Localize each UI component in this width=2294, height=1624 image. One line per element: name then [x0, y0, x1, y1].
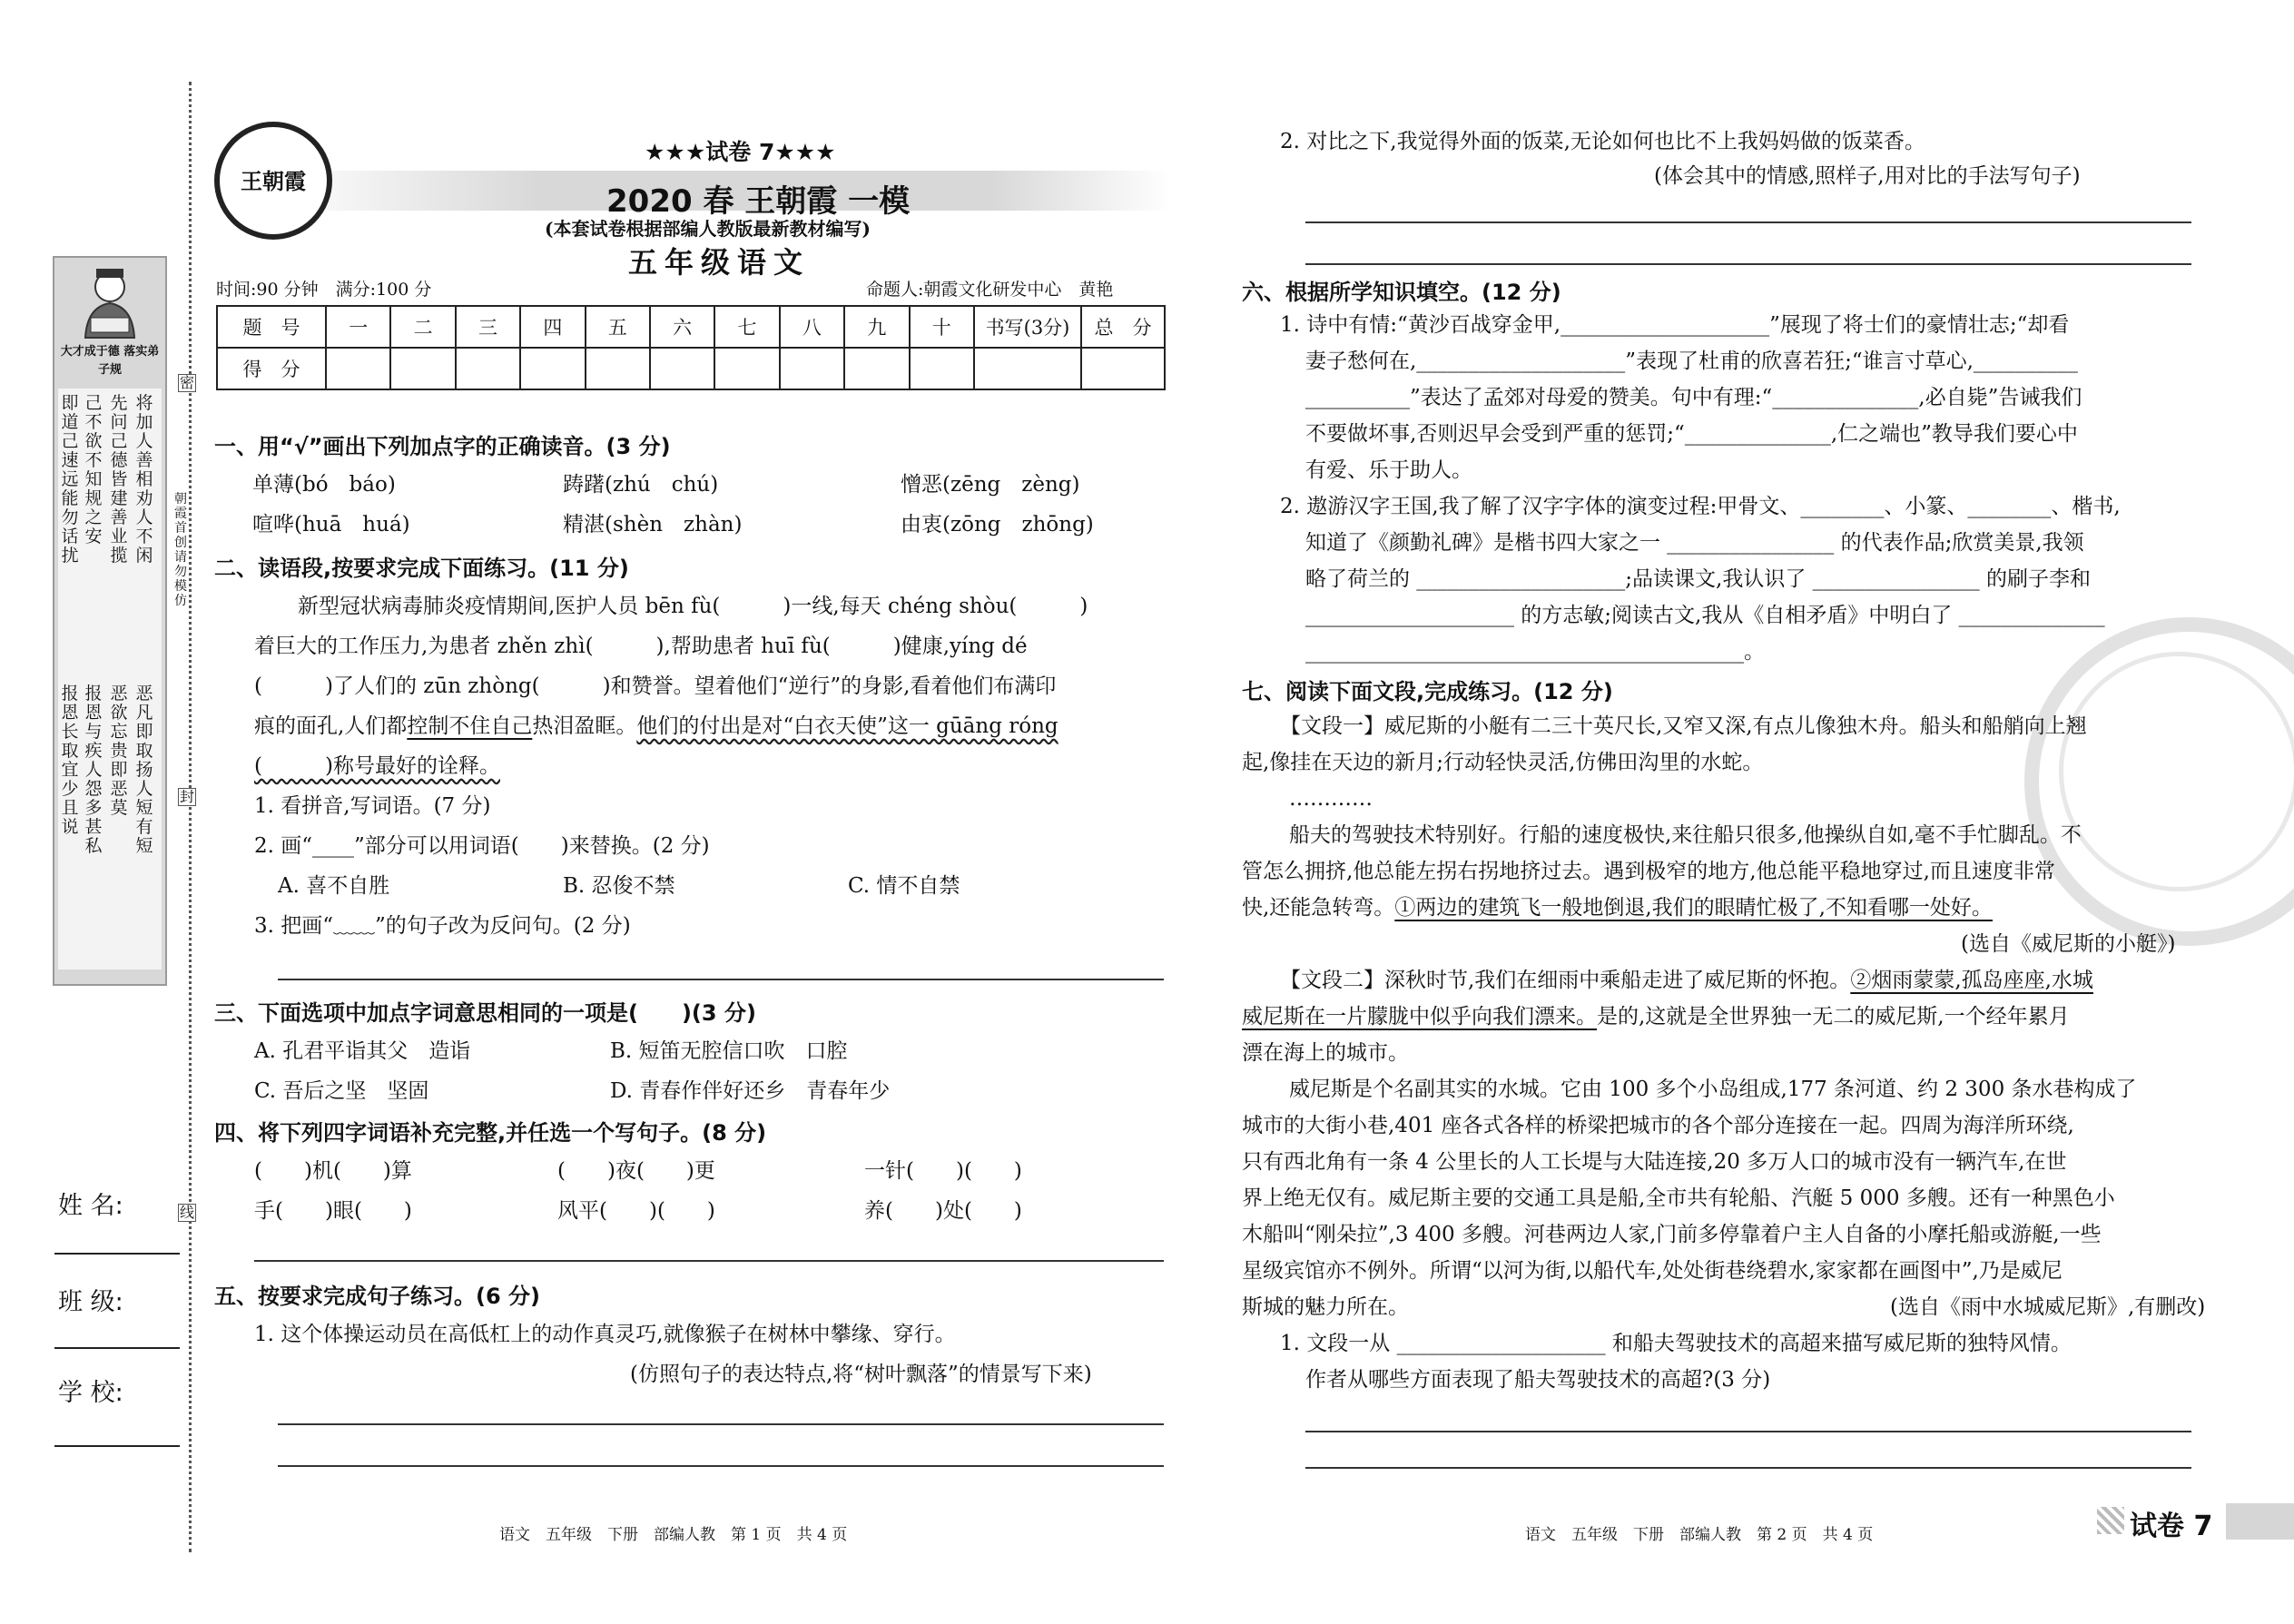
idiom-blank[interactable]: 风平( )( ): [557, 1199, 715, 1223]
pinyin-choice[interactable]: 精湛(shèn zhàn): [563, 513, 743, 536]
passage-line: 新型冠状病毒肺炎疫情期间,医护人员 bēn fù( )一线,每天 chéng shòu( ): [298, 595, 1088, 618]
section-2-title: 二、读语段,按要求完成下面练习。(11 分): [214, 556, 629, 581]
page-footer: 语文 五年级 下册 部编人教 第 1 页 共 4 页: [499, 1526, 848, 1544]
watermark-seal-inner: [2059, 652, 2294, 891]
answer-line[interactable]: [278, 979, 1164, 980]
motto-col-8: 报恩长取宜少且说: [61, 684, 79, 837]
option-b[interactable]: B. 短笛无腔信口吹 口腔: [610, 1039, 848, 1063]
paper-number: ★★★试卷 7★★★: [645, 139, 836, 165]
motto-panel: [53, 256, 167, 986]
reading-line: 起,像挂在天边的新月;行动轻快灵活,仿佛田沟里的水蛇。: [1242, 751, 1764, 774]
pinyin-choice[interactable]: 踌躇(zhú chú): [563, 473, 719, 497]
score-cell: 四: [520, 306, 585, 348]
score-input[interactable]: [326, 348, 390, 389]
reading-line: 只有西北角有一条 4 公里长的人工长堤与大陆连接,20 多万人口的城市没有一辆汽车,在世: [1242, 1150, 2067, 1174]
score-cell: 十: [910, 306, 974, 348]
class-field[interactable]: [54, 1347, 180, 1349]
exam-subtitle: (本套试卷根据部编人教版最新教材编写): [545, 218, 871, 240]
class-label: 班 级:: [58, 1288, 123, 1316]
reading-line: 威尼斯是个名副其实的水城。它由 100 多个小岛组成,177 条河道、约 2 300 条水巷构成了: [1289, 1078, 2137, 1101]
binding-dotted-line: [189, 82, 192, 1552]
motto-col-3: 己不欲不知规之安: [84, 393, 103, 546]
source-note: (选自《雨中水城威尼斯》,有删改): [1890, 1295, 2206, 1319]
reading-line: [1242, 891, 1993, 924]
answer-line[interactable]: [278, 1465, 1164, 1467]
reading-line: 漂在海上的城市。: [1242, 1041, 1409, 1065]
score-cell: 一: [326, 306, 390, 348]
passage-line: 着巨大的工作压力,为患者 zhěn zhì( ),帮助患者 huī fù( )健康,yíng dé: [254, 635, 1028, 658]
idiom-blank[interactable]: 手( )眼( ): [254, 1199, 412, 1223]
section-4-title: 四、将下列四字词语补充完整,并任选一个写句子。(8 分): [214, 1120, 767, 1146]
score-input[interactable]: [714, 348, 779, 389]
section-7-title: 七、阅读下面文段,完成练习。(12 分): [1242, 679, 1613, 704]
score-input[interactable]: [974, 348, 1081, 389]
question-7-1-sub: 作者从哪些方面表现了船夫驾驶技术的高超?(3 分): [1305, 1368, 1771, 1392]
scholar-figure: [78, 263, 142, 340]
answer-line[interactable]: [1305, 1431, 2191, 1432]
seal-label-2: 封: [179, 788, 194, 805]
fill-line[interactable]: 妻子愁何在,____________________”表现了杜甫的欣喜若狂;“谁言寸草心,__________: [1305, 349, 2078, 373]
section-6-title: 六、根据所学知识填空。(12 分): [1242, 280, 1561, 305]
school-label: 学 校:: [58, 1379, 123, 1407]
fill-line[interactable]: 2. 遨游汉字王国,我了解了汉字字体的演变过程:甲骨文、________、小篆、________、楷书,: [1280, 495, 2121, 518]
fill-line: 有爱、乐于助人。: [1305, 458, 1472, 482]
score-cell: 六: [650, 306, 714, 348]
author-info: 命题人:朝霞文化研发中心 黄艳: [866, 280, 1114, 300]
score-cell: 总 分: [1081, 306, 1165, 348]
question-5-1: 1. 这个体操运动员在高低杠上的动作真灵巧,就像猴子在树林中攀缘、穿行。: [254, 1323, 956, 1346]
motto-col-4: 即道己速远能勿话扰: [61, 393, 79, 566]
time-info: 时间:90 分钟 满分:100 分: [216, 280, 432, 300]
underlined-sentence-2: ②烟雨蒙蒙,孤岛座座,水城: [1850, 969, 2093, 992]
reading-line: 界上绝无仅有。威尼斯主要的交通工具是船,全市共有轮船、汽艇 5 000 多艘。还有一种黑色小: [1242, 1186, 2115, 1210]
motto-col-2: 先问己德皆建善业揽: [110, 393, 128, 566]
question-2-2: 2. 画“____”部分可以用词语( )来替换。(2 分): [254, 834, 710, 858]
question-5-2-note: (体会其中的情感,照样子,用对比的手法写句子): [1654, 164, 2081, 188]
question-2-3: 3. 把画“﹏﹏”的句子改为反问句。(2 分): [254, 914, 631, 938]
underlined-phrase: 控制不住自己: [407, 714, 533, 738]
score-cell: 八: [780, 306, 844, 348]
score-input[interactable]: [520, 348, 585, 389]
reading-line: 星级宾馆亦不例外。所谓“以河为街,以船代车,处处街巷绕碧水,家家都在画图中”,乃是威尼: [1242, 1259, 2063, 1283]
score-input[interactable]: [910, 348, 974, 389]
idiom-blank[interactable]: ( )夜( )更: [557, 1159, 715, 1183]
section-3-title: 三、下面选项中加点字词意思相同的一项是( )(3 分): [214, 1000, 756, 1026]
motto-col-7: 报恩与疾人怨多甚私: [84, 684, 103, 856]
motto-col-1: 将加人善相劝人不闲: [135, 393, 153, 566]
score-header-row: [217, 306, 1165, 348]
underlined-sentence-2-cont: 威尼斯在一片朦胧中似乎向我们漂来。: [1242, 1005, 1597, 1029]
question-7-1[interactable]: 1. 文段一从 ____________________ 和船夫驾驶技术的高超来描写威尼斯的独特风情。: [1280, 1332, 2072, 1355]
pinyin-choice[interactable]: 由衷(zōng zhōng): [901, 513, 1094, 536]
section-5-title: 五、按要求完成句子练习。(6 分): [214, 1284, 540, 1309]
corner-paper-label: 试卷 7: [2130, 1511, 2213, 1542]
corner-band: [2226, 1503, 2294, 1540]
option-b[interactable]: B. 忍俊不禁: [563, 874, 675, 898]
option-a[interactable]: A. 喜不自胜: [278, 874, 390, 898]
reading-line: 管怎么拥挤,他总能左拐右拐地挤过去。遇到极窄的地方,他总能平稳地穿过,而且速度非常: [1242, 860, 2055, 883]
motto-col-5: 恶凡即取扬人短有短: [135, 684, 153, 856]
fill-line[interactable]: 1. 诗中有情:“黄沙百战穿金甲,____________________”展现了将士们的豪情壮志;“却看: [1280, 313, 2070, 337]
score-input[interactable]: [456, 348, 520, 389]
score-table: [216, 305, 1166, 390]
source-note: (选自《威尼斯的小艇》): [1961, 932, 2176, 956]
score-input[interactable]: [1081, 348, 1165, 389]
reading-line: 城市的大街小巷,401 座各式各样的桥梁把城市的各个部分连接在一起。四周为海洋所环绕,: [1242, 1114, 2074, 1137]
reading-line: 【文段一】威尼斯的小艇有二三十英尺长,又窄又深,有点儿像独木舟。船头和船艄向上翘: [1280, 714, 2087, 738]
option-a[interactable]: A. 孔君平诣其父 造诣: [254, 1039, 471, 1063]
brand-logo: [214, 122, 332, 240]
reading-text: 是的,这就是全世界独一无二的威尼斯,一个经年累月: [1597, 1005, 2070, 1029]
school-field[interactable]: [54, 1445, 180, 1447]
underlined-sentence-1: ①两边的建筑飞一般地倒退,我们的眼睛忙极了,不知看哪一处好。: [1394, 896, 1993, 920]
fill-line[interactable]: __________”表达了孟郊对母爱的赞美。句中有理:“______________,必自毙”告诫我们: [1305, 386, 2082, 409]
side-note: 朝霞首创 请勿模仿: [174, 492, 187, 608]
fill-line[interactable]: __________________________________________。: [1305, 640, 1765, 664]
motto-text: 大才成于德 落实弟子规: [60, 345, 160, 377]
question-5-2: 2. 对比之下,我觉得外面的饭菜,无论如何也比不上我妈妈做的饭菜香。: [1280, 130, 1925, 153]
score-input[interactable]: [780, 348, 844, 389]
score-cell: 二: [390, 306, 455, 348]
pinyin-choice[interactable]: 喧哗(huā huá): [252, 513, 410, 536]
logo-text: 王朝霞: [241, 169, 306, 194]
idiom-blank[interactable]: ( )机( )算: [254, 1159, 412, 1183]
score-value-row: [217, 348, 1165, 389]
option-c[interactable]: C. 情不自禁: [848, 874, 960, 898]
pinyin-choice[interactable]: 憎恶(zēng zèng): [901, 473, 1080, 497]
score-cell: 题 号: [217, 306, 326, 348]
name-field[interactable]: [54, 1253, 180, 1255]
grade-subject: 五年级语文: [628, 245, 811, 280]
score-cell: 七: [714, 306, 779, 348]
score-cell: 三: [456, 306, 520, 348]
score-row-label: 得 分: [217, 348, 326, 389]
answer-line[interactable]: [1305, 1467, 2191, 1469]
reading-line: [1280, 964, 2093, 997]
score-input[interactable]: [844, 348, 909, 389]
score-input[interactable]: [390, 348, 455, 389]
seal-label-1: 密: [179, 374, 194, 391]
reading-text: 快,还能急转弯。: [1242, 896, 1395, 920]
passage-line: [254, 710, 1058, 743]
fill-line[interactable]: 知道了《颜勤礼碑》是楷书四大家之一 ________________ 的代表作品;欣赏美景,我领: [1305, 531, 2084, 555]
option-c[interactable]: C. 吾后之坚 坚固: [254, 1079, 429, 1103]
passage-text: 热泪盈眶。: [532, 714, 637, 738]
answer-line[interactable]: [1305, 221, 2191, 223]
score-cell: 五: [586, 306, 650, 348]
fill-line[interactable]: 略了荷兰的 ____________________;品读课文,我认识了 ________________ 的刷子李和: [1305, 567, 2091, 591]
wavy-underlined-sentence: 他们的付出是对“白衣天使”这一 gūāng róng: [636, 714, 1058, 738]
passage-line: ( )了人们的 zūn zhòng( )和赞誉。望着他们“逆行”的身影,看着他们布满印: [254, 674, 1057, 698]
name-label: 姓 名:: [58, 1192, 123, 1220]
page-footer: 语文 五年级 下册 部编人教 第 2 页 共 4 页: [1525, 1526, 1874, 1544]
reading-line: [1242, 1000, 2070, 1033]
score-input[interactable]: [650, 348, 714, 389]
reading-line: 斯城的魅力所在。: [1242, 1295, 1409, 1319]
question-5-1-note: (仿照句子的表达特点,将“树叶飘落”的情景写下来): [630, 1363, 1092, 1386]
corner-pattern: [2097, 1507, 2124, 1534]
passage-text: 痕的面孔,人们都: [254, 714, 408, 738]
idiom-blank[interactable]: 一针( )( ): [864, 1159, 1022, 1183]
section-1-title: 一、用“√”画出下列加点字的正确读音。(3 分): [214, 434, 671, 459]
motto-col-6: 恶欲忘贵即恶莫: [110, 684, 128, 818]
reading-text: 【文段二】深秋时节,我们在细雨中乘船走进了威尼斯的怀抱。: [1280, 969, 1851, 992]
reading-line: 船夫的驾驶技术特别好。行船的速度极快,来往船只很多,他操纵自如,毫不手忙脚乱。不: [1289, 823, 2082, 847]
fill-line[interactable]: ____________________ 的方志敏;阅读古文,我从《自相矛盾》中明白了 ______________: [1305, 604, 2105, 627]
reading-ellipsis: …………: [1289, 787, 1373, 811]
score-cell: 九: [844, 306, 909, 348]
question-2-1: 1. 看拼音,写词语。(7 分): [254, 794, 491, 818]
passage-line: ( )称号最好的诠释。: [254, 754, 500, 778]
option-d[interactable]: D. 青春作伴好还乡 青春年少: [610, 1079, 891, 1103]
exam-title: 2020 春 王朝霞 一模: [606, 183, 911, 220]
pinyin-choice[interactable]: 单薄(bó báo): [252, 473, 396, 497]
reading-line: 木船叫“刚朵拉”,3 400 多艘。河巷两边人家,门前多停靠着户主人自备的小摩托船或游艇,一些: [1242, 1223, 2102, 1246]
score-input[interactable]: [586, 348, 650, 389]
seal-label-3: 线: [179, 1204, 194, 1221]
answer-line[interactable]: [278, 1423, 1164, 1425]
fill-line[interactable]: 不要做坏事,否则迟早会受到严重的惩罚;“______________,仁之端也”教导我们要心中: [1305, 422, 2078, 446]
answer-line[interactable]: [254, 1260, 1164, 1262]
idiom-blank[interactable]: 养( )处( ): [864, 1199, 1022, 1223]
answer-line[interactable]: [1305, 263, 2191, 265]
score-cell: 书写(3分): [974, 306, 1081, 348]
